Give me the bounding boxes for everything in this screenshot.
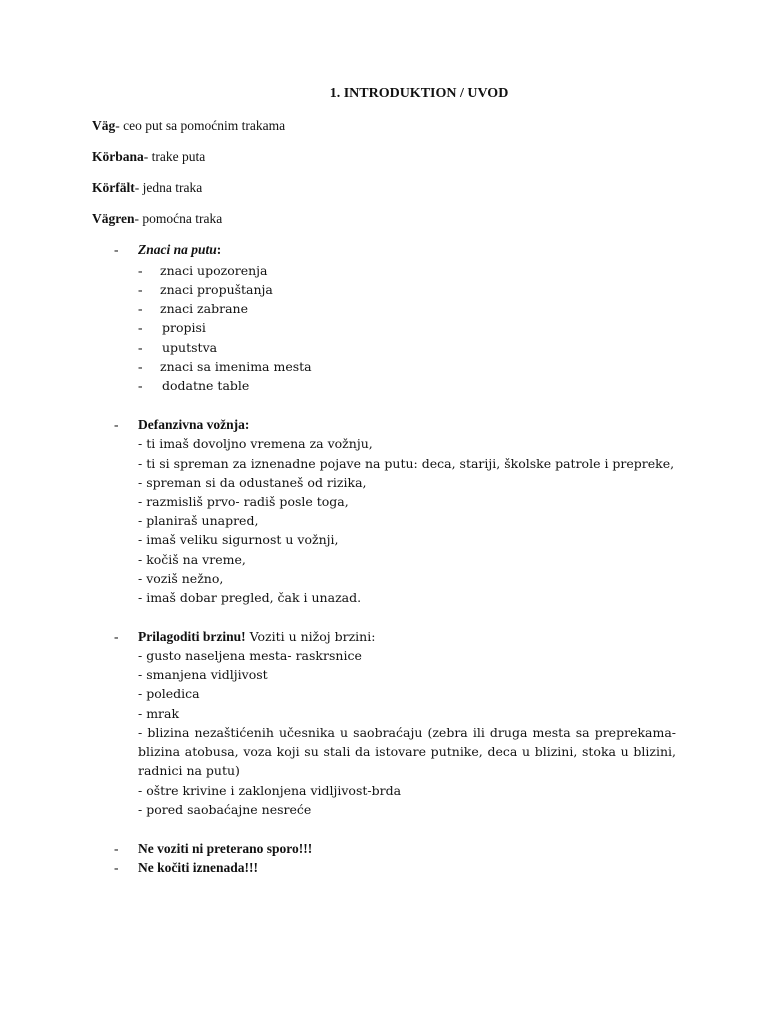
page-title: 1. INTRODUKTION / UVOD <box>329 86 509 101</box>
list-item: - imaš dobar pregled, čak i unazad. <box>138 590 362 605</box>
section-bullet: - <box>114 242 119 257</box>
speed-heading-tail: Voziti u nižoj brzini: <box>245 629 376 644</box>
section-heading-signs <box>138 242 221 258</box>
list-item: - smanjena vidljivost <box>138 667 268 682</box>
list-item: znaci sa imenima mesta <box>160 359 312 374</box>
list-bullet: - <box>138 282 143 297</box>
list-item: - pored saobaćajne nesreće <box>138 802 312 817</box>
definition-vagren <box>92 211 222 227</box>
list-bullet: - <box>138 320 143 335</box>
definition-text: - ceo put sa pomoćnim trakama <box>115 118 286 133</box>
section-bullet: - <box>114 417 119 432</box>
list-item-wrapped: blizina atobusa, voza koji su stali da istovare putnike, deca u blizini, stoka u blizini, <box>138 744 676 759</box>
list-bullet: - <box>138 301 143 316</box>
speed-heading-text: Prilagoditi brzinu! <box>138 629 246 644</box>
list-item: - oštre krivine i zaklonjena vidljivost-brda <box>138 783 402 798</box>
section-bullet: - <box>114 629 119 644</box>
list-item: - ti si spreman za iznenadne pojave na putu: deca, stariji, školske patrole i prepreke, <box>138 456 675 471</box>
list-item: - planiraš unapred, <box>138 513 259 528</box>
definition-vag <box>92 118 285 134</box>
list-item: - kočiš na vreme, <box>138 552 246 567</box>
definition-term: Körfält <box>92 180 135 195</box>
list-item: dodatne table <box>162 378 250 393</box>
list-item: uputstva <box>162 340 218 355</box>
signs-heading-text: Znaci na putu <box>138 242 217 257</box>
list-item: znaci upozorenja <box>160 263 268 278</box>
definition-text: - jedna traka <box>134 180 203 195</box>
list-bullet: - <box>138 263 143 278</box>
definition-text: - pomoćna traka <box>134 211 223 226</box>
list-item: - imaš veliku sigurnost u vožnji, <box>138 532 339 547</box>
list-bullet: - <box>138 359 143 374</box>
signs-heading-colon: : <box>216 242 222 257</box>
list-item-wrapped: - blizina nezaštićenih učesnika u saobraćaju (zebra ili druga mesta sa preprekama- <box>138 725 676 740</box>
definition-term: Väg <box>92 118 116 133</box>
section-heading-speed <box>138 629 375 645</box>
list-item: - poledica <box>138 686 200 701</box>
list-item: propisi <box>162 320 206 335</box>
definition-term: Vägren <box>92 211 135 226</box>
section-bullet: - <box>114 860 119 875</box>
list-item: - gusto naseljena mesta- raskrsnice <box>138 648 362 663</box>
list-bullet: - <box>138 340 143 355</box>
section-bullet: - <box>114 841 119 856</box>
list-item: - razmisliš prvo- radiš posle toga, <box>138 494 349 509</box>
list-item: - mrak <box>138 706 180 721</box>
list-item: znaci propuštanja <box>160 282 273 297</box>
warning-slow: Ne voziti ni preterano sporo!!! <box>138 841 313 856</box>
definition-text: - trake puta <box>143 149 206 164</box>
section-heading-defensive: Defanzivna vožnja: <box>138 417 250 432</box>
definition-korfalt <box>92 180 202 196</box>
list-item: - voziš nežno, <box>138 571 224 586</box>
list-item: - ti imaš dovoljno vremena za vožnju, <box>138 436 373 451</box>
list-item: znaci zabrane <box>160 301 248 316</box>
definition-korbana <box>92 149 205 165</box>
list-item-wrapped: radnici na putu) <box>138 763 240 778</box>
list-item: - spreman si da odustaneš od rizika, <box>138 475 367 490</box>
list-bullet: - <box>138 378 143 393</box>
warning-brake: Ne kočiti iznenada!!! <box>138 860 258 875</box>
definition-term: Körbana <box>92 149 144 164</box>
